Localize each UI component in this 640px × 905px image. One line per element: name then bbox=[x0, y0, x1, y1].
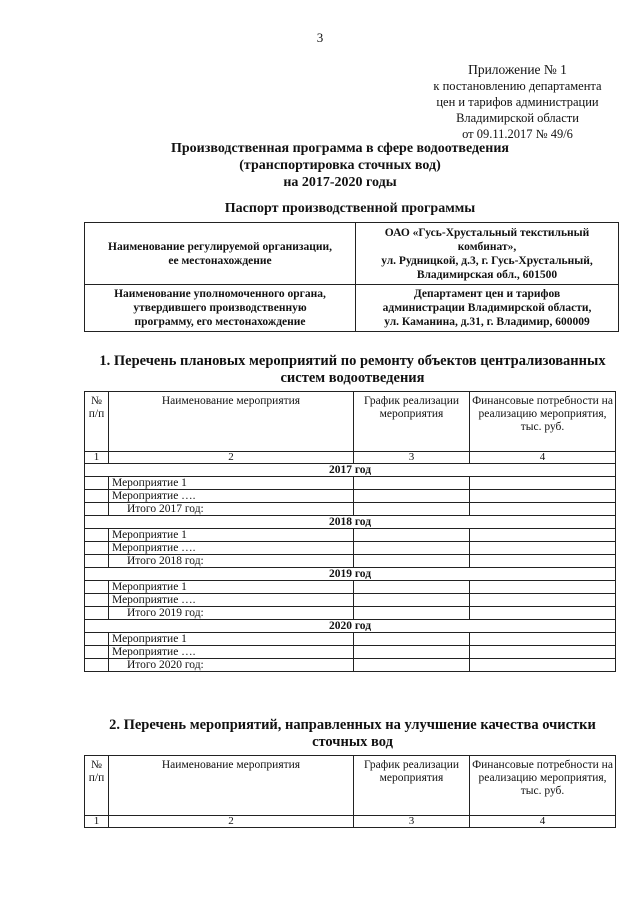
col-header-schedule: График реализации мероприятия bbox=[354, 756, 470, 816]
value-line: ул. Каманина, д.31, г. Владимир, 600009 bbox=[384, 316, 590, 328]
passport-label bbox=[85, 223, 356, 285]
cell-schedule bbox=[354, 594, 470, 607]
col-header-name: Наименование мероприятия bbox=[109, 756, 354, 816]
column-numbers-row bbox=[85, 452, 616, 464]
total-label: Итого 2018 год: bbox=[109, 555, 354, 568]
total-row bbox=[85, 555, 616, 568]
cell-num bbox=[85, 555, 109, 568]
appendix-line: цен и тарифов администрации bbox=[436, 95, 599, 109]
section1-table bbox=[84, 391, 616, 672]
cell-finance bbox=[470, 659, 616, 672]
document-title bbox=[130, 140, 550, 191]
cell-schedule bbox=[354, 633, 470, 646]
cell-num bbox=[85, 633, 109, 646]
event-name: Мероприятие 1 bbox=[109, 633, 354, 646]
col-number: 1 bbox=[85, 452, 109, 464]
value-line: ОАО «Гусь-Хрустальный текстильный bbox=[384, 226, 590, 239]
cell-schedule bbox=[354, 555, 470, 568]
value-line: Владимирская обл., 601500 bbox=[416, 268, 558, 281]
col-header-schedule: График реализации мероприятия bbox=[354, 392, 470, 452]
section-title-line: 2. Перечень мероприятий, направленных на улучшение качества очистки bbox=[109, 717, 596, 733]
cell-num bbox=[85, 503, 109, 516]
section-title-line: сточных вод bbox=[312, 734, 393, 750]
cell-num bbox=[85, 490, 109, 503]
cell-finance bbox=[470, 646, 616, 659]
cell-num bbox=[85, 646, 109, 659]
event-name: Мероприятие 1 bbox=[109, 529, 354, 542]
cell-num bbox=[85, 542, 109, 555]
total-row bbox=[85, 659, 616, 672]
cell-finance bbox=[470, 555, 616, 568]
section2-table bbox=[84, 755, 616, 828]
table-row bbox=[85, 633, 616, 646]
col-number: 3 bbox=[354, 816, 470, 828]
col-number: 2 bbox=[109, 816, 354, 828]
table-row bbox=[85, 594, 616, 607]
cell-num bbox=[85, 659, 109, 672]
cell-finance bbox=[470, 594, 616, 607]
label-line: Наименование регулируемой организации, bbox=[108, 240, 332, 253]
page-number: 3 bbox=[316, 30, 324, 45]
cell-num bbox=[85, 477, 109, 490]
year-label: 2018 год bbox=[85, 516, 616, 529]
title-line: Производственная программа в сфере водоотведения bbox=[171, 141, 509, 156]
cell-finance bbox=[470, 581, 616, 594]
header-row bbox=[85, 756, 616, 816]
year-label: 2020 год bbox=[85, 620, 616, 633]
value-line: ул. Рудницкой, д.3, г. Гусь-Хрустальный, bbox=[381, 254, 593, 267]
event-name: Мероприятие …. bbox=[109, 646, 354, 659]
table-row bbox=[85, 646, 616, 659]
total-label: Итого 2017 год: bbox=[109, 503, 354, 516]
label-line: ее местонахождение bbox=[168, 254, 272, 267]
cell-num bbox=[85, 529, 109, 542]
col-header-num: № п/п bbox=[85, 756, 109, 816]
total-label: Итого 2020 год: bbox=[109, 659, 354, 672]
cell-schedule bbox=[354, 646, 470, 659]
cell-schedule bbox=[354, 607, 470, 620]
year-label: 2017 год bbox=[85, 464, 616, 477]
cell-finance bbox=[470, 529, 616, 542]
title-line: (транспортировка сточных вод) bbox=[239, 158, 441, 173]
section1-title bbox=[80, 353, 625, 387]
cell-schedule bbox=[354, 542, 470, 555]
cell-finance bbox=[470, 477, 616, 490]
label-line: программу, его местонахождение bbox=[134, 316, 306, 328]
cell-num bbox=[85, 581, 109, 594]
cell-finance bbox=[470, 607, 616, 620]
total-label: Итого 2019 год: bbox=[109, 607, 354, 620]
event-name: Мероприятие …. bbox=[109, 594, 354, 607]
col-number: 3 bbox=[354, 452, 470, 464]
cell-schedule bbox=[354, 581, 470, 594]
cell-schedule bbox=[354, 503, 470, 516]
passport-label bbox=[85, 285, 356, 332]
year-row bbox=[85, 620, 616, 633]
passport-table bbox=[84, 222, 619, 332]
col-header-name: Наименование мероприятия bbox=[109, 392, 354, 452]
table-row bbox=[85, 542, 616, 555]
cell-schedule bbox=[354, 529, 470, 542]
section-title-line: 1. Перечень плановых мероприятий по ремонту объектов централизованных bbox=[99, 353, 606, 369]
col-number: 1 bbox=[85, 816, 109, 828]
cell-num bbox=[85, 594, 109, 607]
cell-finance bbox=[470, 633, 616, 646]
year-label: 2019 год bbox=[85, 568, 616, 581]
appendix-line: Владимирской области bbox=[456, 111, 579, 125]
event-name: Мероприятие …. bbox=[109, 490, 354, 503]
label-line: Наименование уполномоченного органа, bbox=[114, 288, 326, 300]
col-number: 4 bbox=[470, 816, 616, 828]
cell-finance bbox=[470, 490, 616, 503]
col-number: 4 bbox=[470, 452, 616, 464]
year-row bbox=[85, 464, 616, 477]
table-row bbox=[85, 529, 616, 542]
total-row bbox=[85, 503, 616, 516]
cell-schedule bbox=[354, 477, 470, 490]
table-row bbox=[85, 581, 616, 594]
year-row bbox=[85, 516, 616, 529]
table-row bbox=[85, 490, 616, 503]
passport-row bbox=[85, 223, 619, 285]
section-title-line: систем водоотведения bbox=[280, 370, 425, 386]
total-row bbox=[85, 607, 616, 620]
year-row bbox=[85, 568, 616, 581]
value-line: Департамент цен и тарифов bbox=[413, 288, 561, 300]
value-line: администрации Владимирской области, bbox=[382, 302, 592, 314]
passport-title: Паспорт производственной программы bbox=[224, 201, 476, 216]
column-numbers-row bbox=[85, 816, 616, 828]
appendix-line: к постановлению департамента bbox=[433, 79, 602, 93]
event-name: Мероприятие 1 bbox=[109, 581, 354, 594]
passport-value bbox=[356, 223, 619, 285]
header-row bbox=[85, 392, 616, 452]
col-number: 2 bbox=[109, 452, 354, 464]
event-name: Мероприятие 1 bbox=[109, 477, 354, 490]
passport-row bbox=[85, 285, 619, 332]
appendix-title: Приложение № 1 bbox=[468, 62, 567, 77]
col-header-num: № п/п bbox=[85, 392, 109, 452]
value-line: комбинат», bbox=[457, 240, 517, 253]
col-header-finance: Финансовые потребности на реализацию мероприятия, тыс. руб. bbox=[470, 392, 616, 452]
cell-schedule bbox=[354, 490, 470, 503]
label-line: утвердившего производственную bbox=[133, 302, 307, 314]
cell-num bbox=[85, 607, 109, 620]
passport-value bbox=[356, 285, 619, 332]
title-line: на 2017-2020 годы bbox=[283, 175, 397, 190]
col-header-finance: Финансовые потребности на реализацию мероприятия, тыс. руб. bbox=[470, 756, 616, 816]
cell-finance bbox=[470, 503, 616, 516]
table-row bbox=[85, 477, 616, 490]
event-name: Мероприятие …. bbox=[109, 542, 354, 555]
appendix-date: от 09.11.2017 № 49/6 bbox=[462, 127, 573, 141]
cell-schedule bbox=[354, 659, 470, 672]
cell-finance bbox=[470, 542, 616, 555]
section2-title bbox=[80, 717, 625, 751]
appendix-block bbox=[395, 62, 640, 142]
